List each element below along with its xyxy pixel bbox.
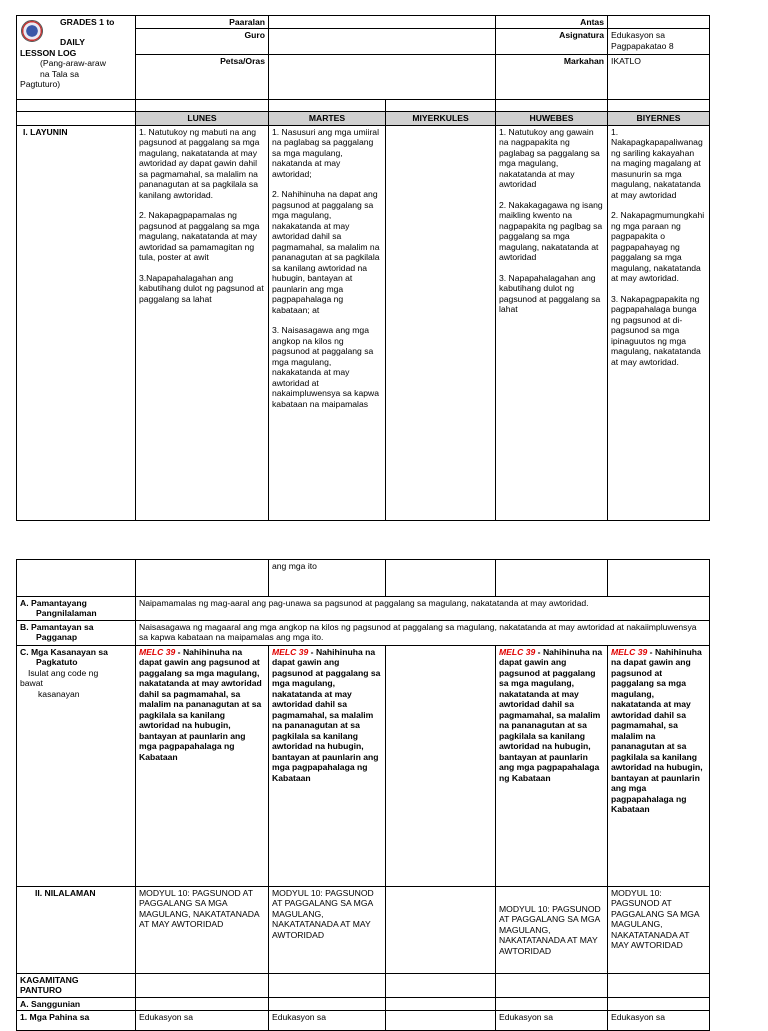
pahina-martes: Edukasyon sa — [269, 1011, 386, 1031]
pahina-biyernes: Edukasyon sa — [608, 1011, 710, 1031]
subtitle-line3: Pagtuturo) — [20, 79, 61, 90]
kasanayan-lunes: MELC 39 - Nahihinuha na dapat gawin ang pagsunod at paggalang sa mga magulang, nakatatanda at may awtoridad dahil sa pagmamahal, sa malalim na pananagutan at sa pagkilala sa kanilang awtoridad na hubugin, bantayan at paunlarin ang mga pagpapahalaga ng Kabataan — [136, 645, 269, 886]
kagamitan-label: KAGAMITANG PANTURO — [17, 973, 136, 997]
pamantayan-pagganap-label: B. Pamantayan sa Pagganap — [17, 620, 136, 645]
layunin-label: I. LAYUNIN — [17, 125, 136, 520]
markahan-label: Markahan — [496, 55, 608, 100]
grade-level-cell — [17, 16, 136, 100]
mga-pahina-label: 1. Mga Pahina sa — [17, 1011, 136, 1031]
nilalaman-biyernes: MODYUL 10: PAGSUNOD AT PAGGALANG SA MGA MAGULANG, NAKATATANADA AT MAY AWTORIDAD — [608, 886, 710, 973]
layunin-miyerkules — [386, 125, 496, 520]
antas-value — [608, 16, 710, 29]
markahan-value: IKATLO — [608, 55, 710, 100]
layunin-martes: 1. Nasusuri ang mga umiiral na paglabag sa paggalang sa mga magulang, nakatanda at may awtoridad; 2. Nahihinuha na dapat ang pagsunod at paggalang sa mga magulang, nakakatanda at may awtoridad dahil sa pagmamahal, sa malalim na pananagutan at sa pagkilala sa kanilang awtoridad na hubugin, bantayan at paunlarin ang mga pagpapahalaga ng kabataan; at 3. Naisasagawa ang mga angkop na kilos ng pagsunod at paggalang sa mga magulang, nakakatanda at may awtoridad at nakaimpluwensya sa kapwa kabataan na maipamalas — [269, 125, 386, 520]
subtitle-line2: na Tala sa — [40, 68, 80, 79]
kasanayan-martes: MELC 39 - Nahihinuha na dapat gawin ang pagsunod at paggalang sa mga magulang, nakatatanda at may awtoridad dahil sa pagmamahal, sa malalim na pananagutan at sa pagkilala sa kanilang awtoridad na hubugin, bantayan at paunlarin ang mga pagpapahalaga ng Kabataan — [269, 645, 386, 886]
pahina-huwebes: Edukasyon sa — [496, 1011, 608, 1031]
deped-seal-icon — [21, 20, 43, 42]
lesson-log-label: LESSON LOG — [20, 47, 77, 58]
kasanayan-miyerkules — [386, 645, 496, 886]
antas-label: Antas — [496, 16, 608, 29]
paaralan-value — [269, 16, 496, 29]
day-header-huwebes: HUWEBES — [496, 112, 608, 125]
layunin-biyernes: 1. Nakapagkapapaliwanag ng sariling kakayahan na maging magalang at masunurin sa mga magulang, nakatatanda at may awtoridad 2. Nakapagmumungkahi ng mga paraan ng pagpapakita o pagpapahayag ng paggalang sa mga magulang, nakatatanda at may awtoridad. 3. Nakapagpapakita ng pagpapahalaga bunga ng pagsunod at di-pagsunod sa mga ipinaguutos ng mga magulang, nakatatanda at may awtoridad. — [608, 125, 710, 520]
layunin-huwebes: 1. Natutukoy ang gawain na nagpapakita ng paglabag sa paggalang sa mga magulang, nakatatanda at may awtoridad 2. Nakakagagawa ng isang maikling kwento na nagpapakita ng paglbag sa paggalang sa mga magulang, nakatatanda at awtoridad 3. Napapahalagahan ang kabutihang dulot ng pagsunod at paggalang sa lahat — [496, 125, 608, 520]
nilalaman-lunes: MODYUL 10: PAGSUNOD AT PAGGALANG SA MGA MAGULANG, NAKATATANADA AT MAY AWTORIDAD — [136, 886, 269, 973]
guro-label: Guro — [136, 29, 269, 55]
paaralan-label: Paaralan — [136, 16, 269, 29]
nilalaman-martes: MODYUL 10: PAGSUNOD AT PAGGALANG SA MGA MAGULANG, NAKATATANADA AT MAY AWTORIDAD — [269, 886, 386, 973]
lesson-log-table-page2 — [16, 559, 710, 1031]
asignatura-value: Edukasyon sa Pagpapakatao 8 — [608, 29, 710, 55]
layunin-martes-continued: ang mga ito — [269, 560, 386, 597]
day-header-miyerkules: MIYERKULES — [386, 112, 496, 125]
nilalaman-huwebes: MODYUL 10: PAGSUNOD AT PAGGALANG SA MGA MAGULANG, NAKATATANADA AT MAY AWTORIDAD — [496, 886, 608, 973]
pamantayang-pangnilalaman-label: A. Pamantayang Pangnilalaman — [17, 597, 136, 621]
pamantayang-pangnilalaman-text: Naipamamalas ng mag-aaral ang pag-unawa sa pagsunod at paggalang sa magulang, nakatatanda at may awtoridad. — [136, 597, 710, 621]
day-header-lunes: LUNES — [136, 112, 269, 125]
day-header-biyernes: BIYERNES — [608, 112, 710, 125]
layunin-lunes: 1. Natutukoy ng mabuti na ang pagsunod at paggalang sa mga magulang, nakatatanda at may awtoridad ay dapat gawin dahil sa pagmamahal, sa malalim na pananagutan at sa pagkilala sa kanilang awtoridad. 2. Nakapagpapamalas ng pagsunod at paggalang sa mga magulang, nakatatanda at may awtoridad sa pamamagitan ng tula, poster at awit 3.Napapahalagahan ang kabutihang dulot ng pagsunod at paggalang sa lahat — [136, 125, 269, 520]
pamantayan-pagganap-text: Naisasagawa ng magaaral ang mga angkop na kilos ng pagsunod at paggalang sa magulang, nakatatanda at may awtoridad at nakaiimpluwensya sa kapwa kabataan na maipamalas ang mga ito. — [136, 620, 710, 645]
petsa-value — [269, 55, 496, 100]
petsa-label: Petsa/Oras — [136, 55, 269, 100]
daily-label: DAILY — [60, 37, 85, 48]
nilalaman-miyerkules — [386, 886, 496, 973]
kasanayan-huwebes: MELC 39 - Nahihinuha na dapat gawin ang pagsunod at paggalang sa mga magulang, nakatatanda at may awtoridad dahil sa pagmamahal, sa malalim na pananagutan at sa pagkilala sa kanilang awtoridad na hubugin, bantayan at paunlarin ang mga pagpapahalaga ng Kabataan — [496, 645, 608, 886]
sanggunian-label: A. Sanggunian — [17, 997, 136, 1010]
pahina-lunes: Edukasyon sa — [136, 1011, 269, 1031]
grades-label: GRADES 1 to — [60, 17, 115, 27]
lesson-log-table-page1 — [16, 15, 710, 521]
day-header-martes: MARTES — [269, 112, 386, 125]
asignatura-label: Asignatura — [496, 29, 608, 55]
nilalaman-label: II. NILALAMAN — [17, 886, 136, 973]
subtitle-line1: (Pang-araw-araw — [40, 58, 106, 69]
kasanayan-biyernes: MELC 39 - Nahihinuha na dapat gawin ang pagsunod at paggalang sa mga magulang, nakatatanda at may awtoridad dahil sa pagmamahal, sa malalim na pananagutan at sa pagkilala sa kanilang awtoridad na hubugin, bantayan at paunlarin ang mga pagpapahalaga ng Kabataan — [608, 645, 710, 886]
guro-value — [269, 29, 496, 55]
kasanayan-label: C. Mga Kasanayan sa Pagkatuto Isulat ang code ng bawat kasanayan — [17, 645, 136, 886]
